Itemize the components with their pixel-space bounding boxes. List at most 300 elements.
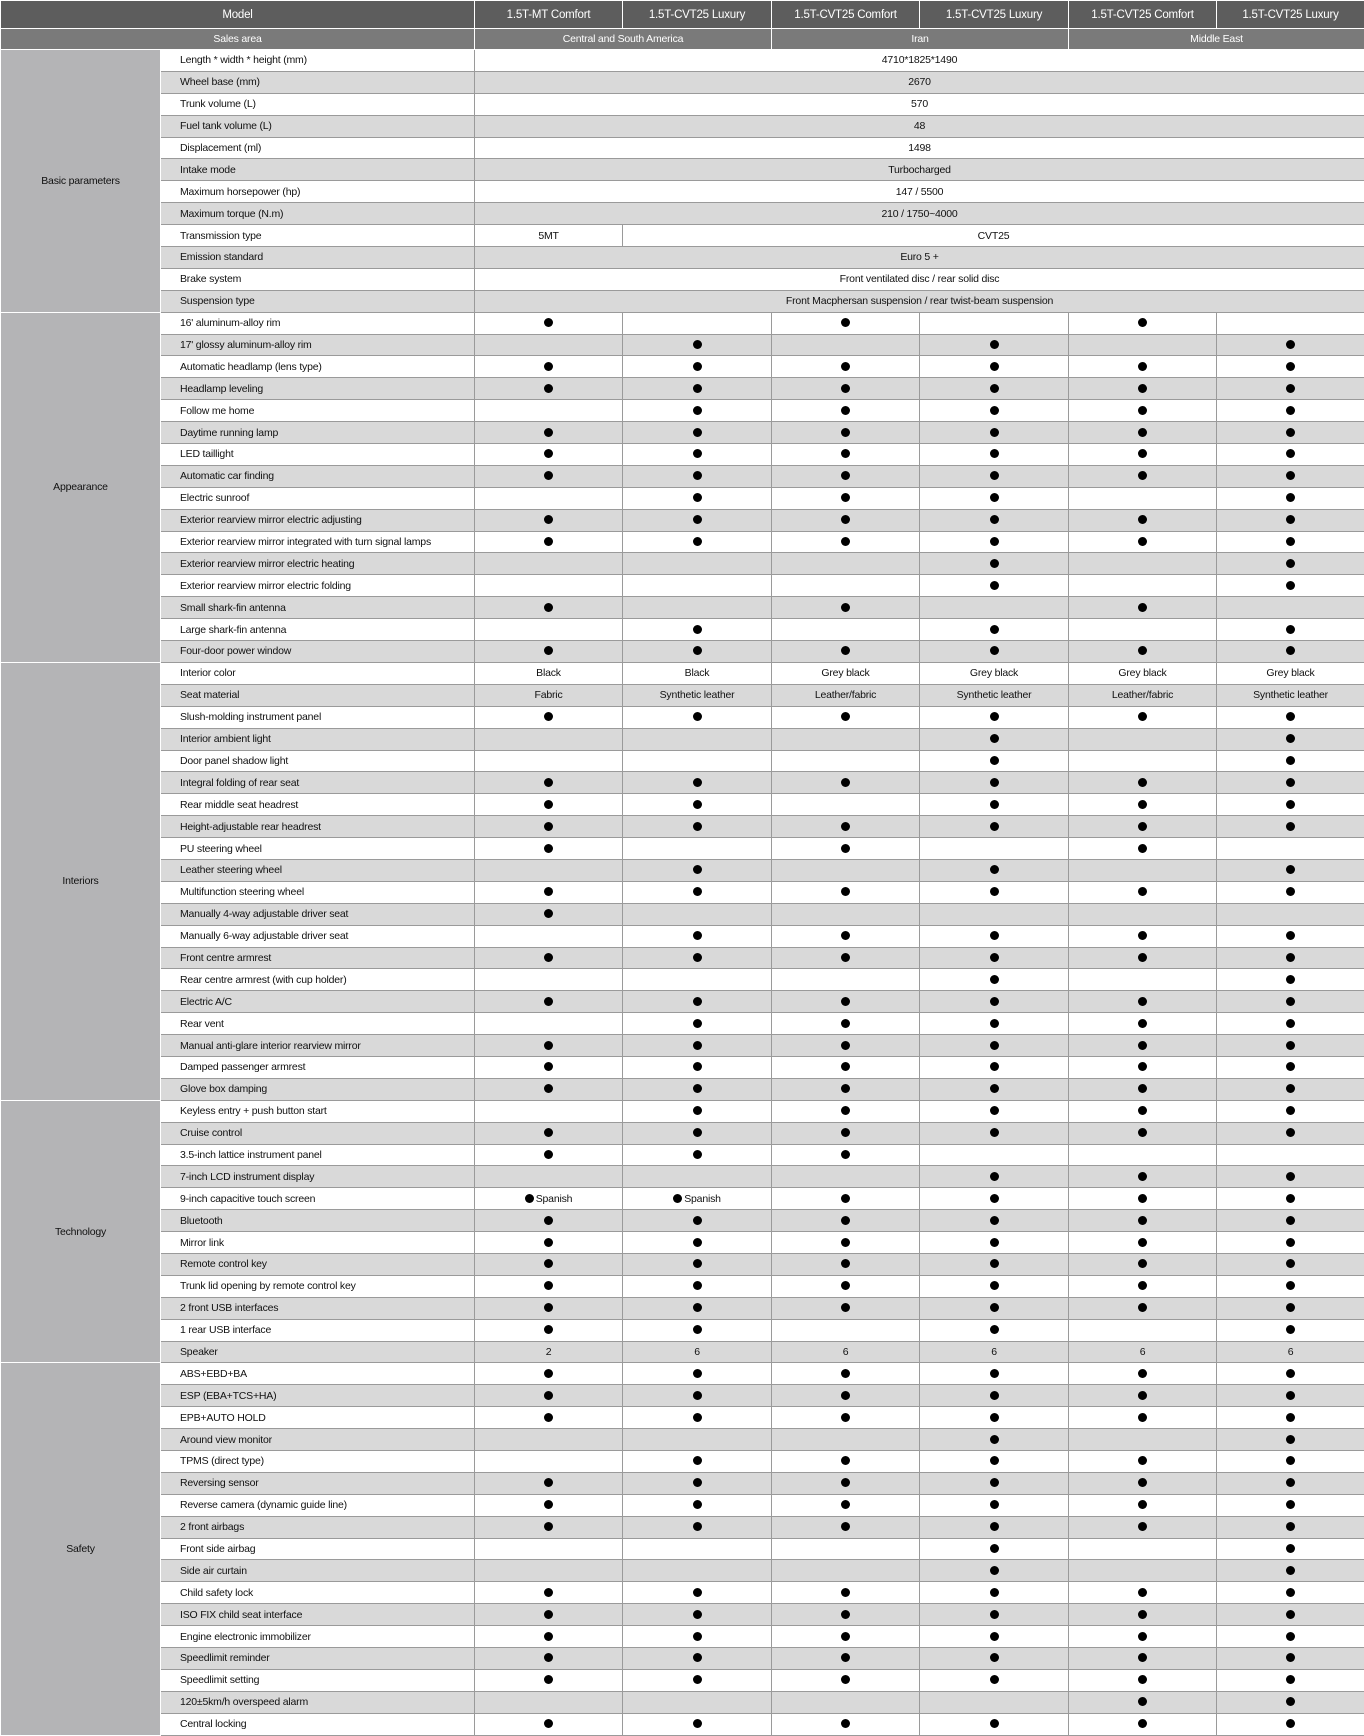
- filled-circle-icon: [1286, 471, 1295, 480]
- filled-circle-icon: [841, 384, 850, 393]
- filled-circle-icon: [1286, 1019, 1295, 1028]
- standard-equipment-cell: [623, 509, 772, 531]
- standard-equipment-cell: [920, 881, 1069, 903]
- standard-equipment-cell: [772, 1275, 920, 1297]
- spec-value: Turbocharged: [475, 159, 1364, 181]
- empty-cell: [1069, 728, 1217, 750]
- standard-equipment-cell: [920, 400, 1069, 422]
- standard-equipment-cell: [1217, 1100, 1364, 1122]
- filled-circle-icon: [1286, 997, 1295, 1006]
- filled-circle-icon: [841, 1084, 850, 1093]
- filled-circle-icon: [693, 1478, 702, 1487]
- filled-circle-icon: [544, 449, 553, 458]
- feature-label: Multifunction steering wheel: [161, 881, 475, 903]
- filled-circle-icon: [693, 1500, 702, 1509]
- filled-circle-icon: [990, 581, 999, 590]
- filled-circle-icon: [1286, 1062, 1295, 1071]
- standard-equipment-cell: [772, 487, 920, 509]
- standard-equipment-cell: [1069, 1188, 1217, 1210]
- standard-equipment-cell: [475, 1122, 623, 1144]
- standard-equipment-cell: [1069, 772, 1217, 794]
- filled-circle-icon: [841, 1259, 850, 1268]
- filled-circle-icon: [544, 1500, 553, 1509]
- filled-circle-icon: [990, 1303, 999, 1312]
- filled-circle-icon: [841, 406, 850, 415]
- empty-cell: [623, 750, 772, 772]
- standard-equipment-cell: [920, 1516, 1069, 1538]
- table-row: [1, 1582, 1364, 1604]
- standard-equipment-cell: [1069, 838, 1217, 860]
- filled-circle-icon: [1138, 1413, 1147, 1422]
- standard-equipment-cell: [1069, 991, 1217, 1013]
- filled-circle-icon: [990, 1719, 999, 1728]
- table-row: [1, 1297, 1364, 1319]
- standard-equipment-cell: [623, 881, 772, 903]
- model-name: 1.5T-MT Comfort: [475, 1, 623, 29]
- empty-cell: [772, 575, 920, 597]
- table-row: [1, 1013, 1364, 1035]
- empty-cell: [1069, 1319, 1217, 1341]
- filled-circle-icon: [544, 1325, 553, 1334]
- feature-label: 2 front airbags: [161, 1516, 475, 1538]
- spec-value: Front Macphersan suspension / rear twist-beam suspension: [475, 290, 1364, 312]
- filled-circle-icon: [841, 1522, 850, 1531]
- feature-label: ISO FIX child seat interface: [161, 1604, 475, 1626]
- standard-equipment-cell: [920, 816, 1069, 838]
- filled-circle-icon: [841, 822, 850, 831]
- filled-circle-icon: [990, 712, 999, 721]
- standard-equipment-cell: [1217, 1232, 1364, 1254]
- standard-equipment-cell: [920, 1429, 1069, 1451]
- standard-equipment-cell: [1217, 400, 1364, 422]
- filled-circle-icon: [841, 1456, 850, 1465]
- filled-circle-icon: [1286, 537, 1295, 546]
- table-row: [1, 1188, 1364, 1210]
- standard-equipment-cell: [920, 531, 1069, 553]
- standard-equipment-cell: [1069, 1363, 1217, 1385]
- filled-circle-icon: [1286, 1632, 1295, 1641]
- standard-equipment-cell: [1069, 509, 1217, 531]
- filled-circle-icon: [693, 1653, 702, 1662]
- standard-equipment-cell: [623, 1451, 772, 1473]
- filled-circle-icon: [544, 1522, 553, 1531]
- standard-equipment-cell: [623, 487, 772, 509]
- filled-circle-icon: [990, 975, 999, 984]
- feature-label: Side air curtain: [161, 1560, 475, 1582]
- filled-circle-icon: [693, 1150, 702, 1159]
- filled-circle-icon: [544, 712, 553, 721]
- filled-circle-icon: [544, 1128, 553, 1137]
- feature-label: 16' aluminum-alloy rim: [161, 312, 475, 334]
- standard-equipment-cell: [623, 422, 772, 444]
- model-name: 1.5T-CVT25 Luxury: [920, 1, 1069, 29]
- filled-circle-icon: [990, 865, 999, 874]
- standard-equipment-cell: [475, 1144, 623, 1166]
- standard-equipment-cell: [1217, 1275, 1364, 1297]
- standard-equipment-cell: [623, 1494, 772, 1516]
- filled-circle-icon: [990, 1019, 999, 1028]
- standard-equipment-cell: [1217, 991, 1364, 1013]
- standard-equipment-cell: [772, 1188, 920, 1210]
- filled-circle-icon: [693, 449, 702, 458]
- standard-equipment-cell: [475, 531, 623, 553]
- standard-equipment-cell: [920, 465, 1069, 487]
- standard-equipment-cell: [475, 641, 623, 663]
- empty-cell: [772, 1538, 920, 1560]
- spec-value: 1498: [475, 137, 1364, 159]
- filled-circle-icon: [1286, 1522, 1295, 1531]
- table-row: [1, 1122, 1364, 1144]
- table-row: [1, 1669, 1364, 1691]
- filled-circle-icon: [1138, 1238, 1147, 1247]
- filled-circle-icon: [1286, 1106, 1295, 1115]
- standard-equipment-cell: [623, 1144, 772, 1166]
- standard-equipment-cell: [1217, 444, 1364, 466]
- standard-equipment-cell: [920, 794, 1069, 816]
- table-row: [1, 531, 1364, 553]
- table-row: [1, 1691, 1364, 1713]
- standard-equipment-cell: [1069, 1078, 1217, 1100]
- filled-circle-icon: [693, 1456, 702, 1465]
- empty-cell: [475, 553, 623, 575]
- standard-equipment-cell: [1217, 1013, 1364, 1035]
- standard-equipment-cell: [475, 881, 623, 903]
- filled-circle-icon: [544, 537, 553, 546]
- filled-circle-icon: [990, 931, 999, 940]
- standard-equipment-cell: [1217, 1582, 1364, 1604]
- table-row: [1, 1100, 1364, 1122]
- table-row: [1, 1626, 1364, 1648]
- standard-equipment-cell: [772, 1122, 920, 1144]
- standard-equipment-cell: [772, 838, 920, 860]
- table-row: [1, 1472, 1364, 1494]
- spec-value: Synthetic leather: [920, 684, 1069, 706]
- table-row: [1, 1385, 1364, 1407]
- standard-equipment-cell: [1217, 531, 1364, 553]
- filled-circle-icon: [990, 1281, 999, 1290]
- filled-circle-icon: [1286, 756, 1295, 765]
- table-row: [1, 1210, 1364, 1232]
- filled-circle-icon: [673, 1194, 682, 1203]
- spec-value: Grey black: [1069, 662, 1217, 684]
- filled-circle-icon: [544, 1632, 553, 1641]
- filled-circle-icon: [1286, 428, 1295, 437]
- feature-label: Reversing sensor: [161, 1472, 475, 1494]
- standard-equipment-cell: [772, 378, 920, 400]
- filled-circle-icon: [544, 1610, 553, 1619]
- feature-label: Front side airbag: [161, 1538, 475, 1560]
- feature-label: Slush-molding instrument panel: [161, 706, 475, 728]
- table-row: [1, 794, 1364, 816]
- standard-equipment-cell: [1217, 794, 1364, 816]
- spec-value: 6: [623, 1341, 772, 1363]
- standard-equipment-cell: [475, 772, 623, 794]
- standard-equipment-cell: [1069, 925, 1217, 947]
- standard-equipment-cell: [772, 1582, 920, 1604]
- feature-label: Trunk lid opening by remote control key: [161, 1275, 475, 1297]
- standard-equipment-cell: [772, 816, 920, 838]
- filled-circle-icon: [1286, 1413, 1295, 1422]
- standard-equipment-cell: [1217, 509, 1364, 531]
- table-row: [1, 1516, 1364, 1538]
- table-row: [1, 378, 1364, 400]
- empty-cell: [1069, 1538, 1217, 1560]
- filled-circle-icon: [1138, 844, 1147, 853]
- model-header-row: [1, 1, 1364, 29]
- empty-cell: [1217, 1144, 1364, 1166]
- standard-equipment-cell: [623, 706, 772, 728]
- filled-circle-icon: [841, 712, 850, 721]
- standard-equipment-cell: [1069, 1516, 1217, 1538]
- standard-equipment-cell: [1217, 1494, 1364, 1516]
- empty-cell: [1217, 312, 1364, 334]
- filled-circle-icon: [990, 1084, 999, 1093]
- standard-equipment-cell: [772, 1451, 920, 1473]
- filled-circle-icon: [544, 1041, 553, 1050]
- standard-equipment-cell: [475, 1056, 623, 1078]
- standard-equipment-cell: [623, 816, 772, 838]
- empty-cell: [623, 969, 772, 991]
- feature-label: Leather steering wheel: [161, 859, 475, 881]
- standard-equipment-cell: [920, 947, 1069, 969]
- filled-circle-icon: [1286, 1697, 1295, 1706]
- filled-circle-icon: [990, 537, 999, 546]
- standard-equipment-cell: [1217, 1713, 1364, 1735]
- standard-equipment-cell: [1217, 969, 1364, 991]
- filled-circle-icon: [693, 646, 702, 655]
- empty-cell: [475, 1013, 623, 1035]
- filled-circle-icon: [841, 1238, 850, 1247]
- filled-circle-icon: [841, 603, 850, 612]
- standard-equipment-cell: [1069, 312, 1217, 334]
- empty-cell: [623, 553, 772, 575]
- filled-circle-icon: [841, 953, 850, 962]
- standard-equipment-cell: [623, 1582, 772, 1604]
- standard-equipment-cell: [920, 1253, 1069, 1275]
- table-row: [1, 225, 1364, 247]
- standard-equipment-cell: [1069, 1232, 1217, 1254]
- standard-equipment-cell: [772, 925, 920, 947]
- standard-equipment-cell: [920, 859, 1069, 881]
- feature-label: Bluetooth: [161, 1210, 475, 1232]
- table-row: [1, 706, 1364, 728]
- standard-equipment-cell: [920, 334, 1069, 356]
- standard-equipment-cell: [1217, 356, 1364, 378]
- table-row: [1, 1713, 1364, 1735]
- standard-equipment-cell: [1069, 1210, 1217, 1232]
- filled-circle-icon: [544, 909, 553, 918]
- standard-equipment-cell: [1217, 465, 1364, 487]
- standard-equipment-cell: [623, 1013, 772, 1035]
- standard-equipment-cell: [920, 575, 1069, 597]
- empty-cell: [772, 969, 920, 991]
- filled-circle-icon: [1138, 712, 1147, 721]
- filled-circle-icon: [693, 1238, 702, 1247]
- standard-equipment-cell: [1069, 400, 1217, 422]
- standard-equipment-cell: [920, 378, 1069, 400]
- standard-equipment-cell: [1069, 1691, 1217, 1713]
- filled-circle-icon: [1286, 1128, 1295, 1137]
- feature-label: Rear vent: [161, 1013, 475, 1035]
- filled-circle-icon: [693, 887, 702, 896]
- filled-circle-icon: [990, 362, 999, 371]
- empty-cell: [623, 1429, 772, 1451]
- filled-circle-icon: [1286, 975, 1295, 984]
- filled-circle-icon: [544, 362, 553, 371]
- spec-value: 2670: [475, 71, 1364, 93]
- filled-circle-icon: [544, 646, 553, 655]
- filled-circle-icon: [990, 734, 999, 743]
- filled-circle-icon: [1286, 1303, 1295, 1312]
- standard-equipment-cell: [623, 1407, 772, 1429]
- standard-equipment-cell: [920, 356, 1069, 378]
- category-label: Interiors: [1, 662, 161, 1100]
- feature-label: Central locking: [161, 1713, 475, 1735]
- standard-equipment-cell: [1069, 531, 1217, 553]
- empty-cell: [475, 925, 623, 947]
- filled-circle-icon: [544, 1413, 553, 1422]
- standard-equipment-cell: [920, 1385, 1069, 1407]
- empty-cell: [772, 903, 920, 925]
- empty-cell: [1069, 553, 1217, 575]
- empty-cell: [920, 1144, 1069, 1166]
- category-label: Basic parameters: [1, 50, 161, 313]
- filled-circle-icon: [693, 471, 702, 480]
- feature-label: Door panel shadow light: [161, 750, 475, 772]
- filled-circle-icon: [1286, 1435, 1295, 1444]
- filled-circle-icon: [990, 1041, 999, 1050]
- filled-circle-icon: [693, 1106, 702, 1115]
- feature-label: 120±5km/h overspeed alarm: [161, 1691, 475, 1713]
- filled-circle-icon: [990, 515, 999, 524]
- table-row: [1, 1253, 1364, 1275]
- filled-circle-icon: [544, 997, 553, 1006]
- filled-circle-icon: [693, 1675, 702, 1684]
- filled-circle-icon: [1286, 1325, 1295, 1334]
- spec-value: Leather/fabric: [772, 684, 920, 706]
- standard-equipment-cell: [475, 465, 623, 487]
- standard-equipment-cell: [623, 1604, 772, 1626]
- empty-cell: [772, 1166, 920, 1188]
- filled-circle-icon: [1286, 646, 1295, 655]
- filled-circle-icon: [1138, 1500, 1147, 1509]
- standard-equipment-cell: [1069, 1013, 1217, 1035]
- empty-cell: [1069, 487, 1217, 509]
- standard-equipment-cell: [1069, 1100, 1217, 1122]
- standard-equipment-cell: [475, 1319, 623, 1341]
- feature-label: Emission standard: [161, 247, 475, 269]
- filled-circle-icon: [990, 625, 999, 634]
- standard-equipment-cell: [1069, 378, 1217, 400]
- filled-circle-icon: [1286, 493, 1295, 502]
- table-row: [1, 1560, 1364, 1582]
- filled-circle-icon: [544, 1281, 553, 1290]
- sales-area: Central and South America: [475, 29, 772, 50]
- standard-equipment-cell: [1217, 1451, 1364, 1473]
- standard-equipment-cell: [1069, 706, 1217, 728]
- feature-label: Intake mode: [161, 159, 475, 181]
- standard-equipment-cell: [475, 1188, 623, 1210]
- standard-equipment-cell: [920, 1319, 1069, 1341]
- filled-circle-icon: [1286, 1478, 1295, 1487]
- standard-equipment-cell: [1217, 947, 1364, 969]
- model-name: 1.5T-CVT25 Luxury: [1217, 1, 1364, 29]
- spec-value: 6: [920, 1341, 1069, 1363]
- standard-equipment-cell: [772, 1144, 920, 1166]
- feature-label: Integral folding of rear seat: [161, 772, 475, 794]
- filled-circle-icon: [990, 1500, 999, 1509]
- standard-equipment-cell: [1217, 1604, 1364, 1626]
- standard-equipment-cell: [920, 1626, 1069, 1648]
- filled-circle-icon: [693, 778, 702, 787]
- standard-equipment-cell: [623, 925, 772, 947]
- standard-equipment-cell: [1069, 356, 1217, 378]
- filled-circle-icon: [1286, 340, 1295, 349]
- filled-circle-icon: [1286, 1369, 1295, 1378]
- filled-circle-icon: [1138, 1522, 1147, 1531]
- standard-equipment-cell: [1217, 728, 1364, 750]
- filled-circle-icon: [693, 1062, 702, 1071]
- filled-circle-icon: [693, 822, 702, 831]
- filled-circle-icon: [990, 800, 999, 809]
- filled-circle-icon: [1138, 603, 1147, 612]
- standard-equipment-cell: [1217, 1560, 1364, 1582]
- standard-equipment-cell: [1217, 422, 1364, 444]
- filled-circle-icon: [841, 515, 850, 524]
- filled-circle-icon: [990, 1106, 999, 1115]
- standard-equipment-cell: [772, 597, 920, 619]
- feature-label: Manually 4-way adjustable driver seat: [161, 903, 475, 925]
- filled-circle-icon: [990, 340, 999, 349]
- filled-circle-icon: [1138, 1041, 1147, 1050]
- standard-equipment-cell: [1217, 1253, 1364, 1275]
- feature-label: Speaker: [161, 1341, 475, 1363]
- filled-circle-icon: [1138, 1697, 1147, 1706]
- filled-circle-icon: [990, 1325, 999, 1334]
- filled-circle-icon: [990, 1456, 999, 1465]
- filled-circle-icon: [544, 1588, 553, 1597]
- feature-label: Damped passenger armrest: [161, 1056, 475, 1078]
- filled-circle-icon: [990, 1653, 999, 1662]
- table-row: [1, 1494, 1364, 1516]
- standard-equipment-cell: [920, 1188, 1069, 1210]
- standard-equipment-cell: [1217, 619, 1364, 641]
- standard-equipment-cell: [475, 1407, 623, 1429]
- feature-label: Brake system: [161, 268, 475, 290]
- filled-circle-icon: [1286, 734, 1295, 743]
- filled-circle-icon: [544, 1369, 553, 1378]
- filled-circle-icon: [1286, 1610, 1295, 1619]
- filled-circle-icon: [1286, 1566, 1295, 1575]
- empty-cell: [772, 1429, 920, 1451]
- standard-equipment-cell: [920, 925, 1069, 947]
- filled-circle-icon: [1286, 384, 1295, 393]
- standard-equipment-cell: [1217, 1691, 1364, 1713]
- filled-circle-icon: [990, 1435, 999, 1444]
- standard-equipment-cell: [623, 531, 772, 553]
- standard-equipment-cell: [623, 1253, 772, 1275]
- standard-equipment-cell: [475, 794, 623, 816]
- standard-equipment-cell: [623, 1122, 772, 1144]
- table-row: [1, 159, 1364, 181]
- filled-circle-icon: [841, 1369, 850, 1378]
- standard-equipment-cell: [920, 1648, 1069, 1670]
- filled-circle-icon: [544, 1675, 553, 1684]
- filled-circle-icon: [841, 1194, 850, 1203]
- filled-circle-icon: [990, 953, 999, 962]
- empty-cell: [475, 400, 623, 422]
- filled-circle-icon: [693, 931, 702, 940]
